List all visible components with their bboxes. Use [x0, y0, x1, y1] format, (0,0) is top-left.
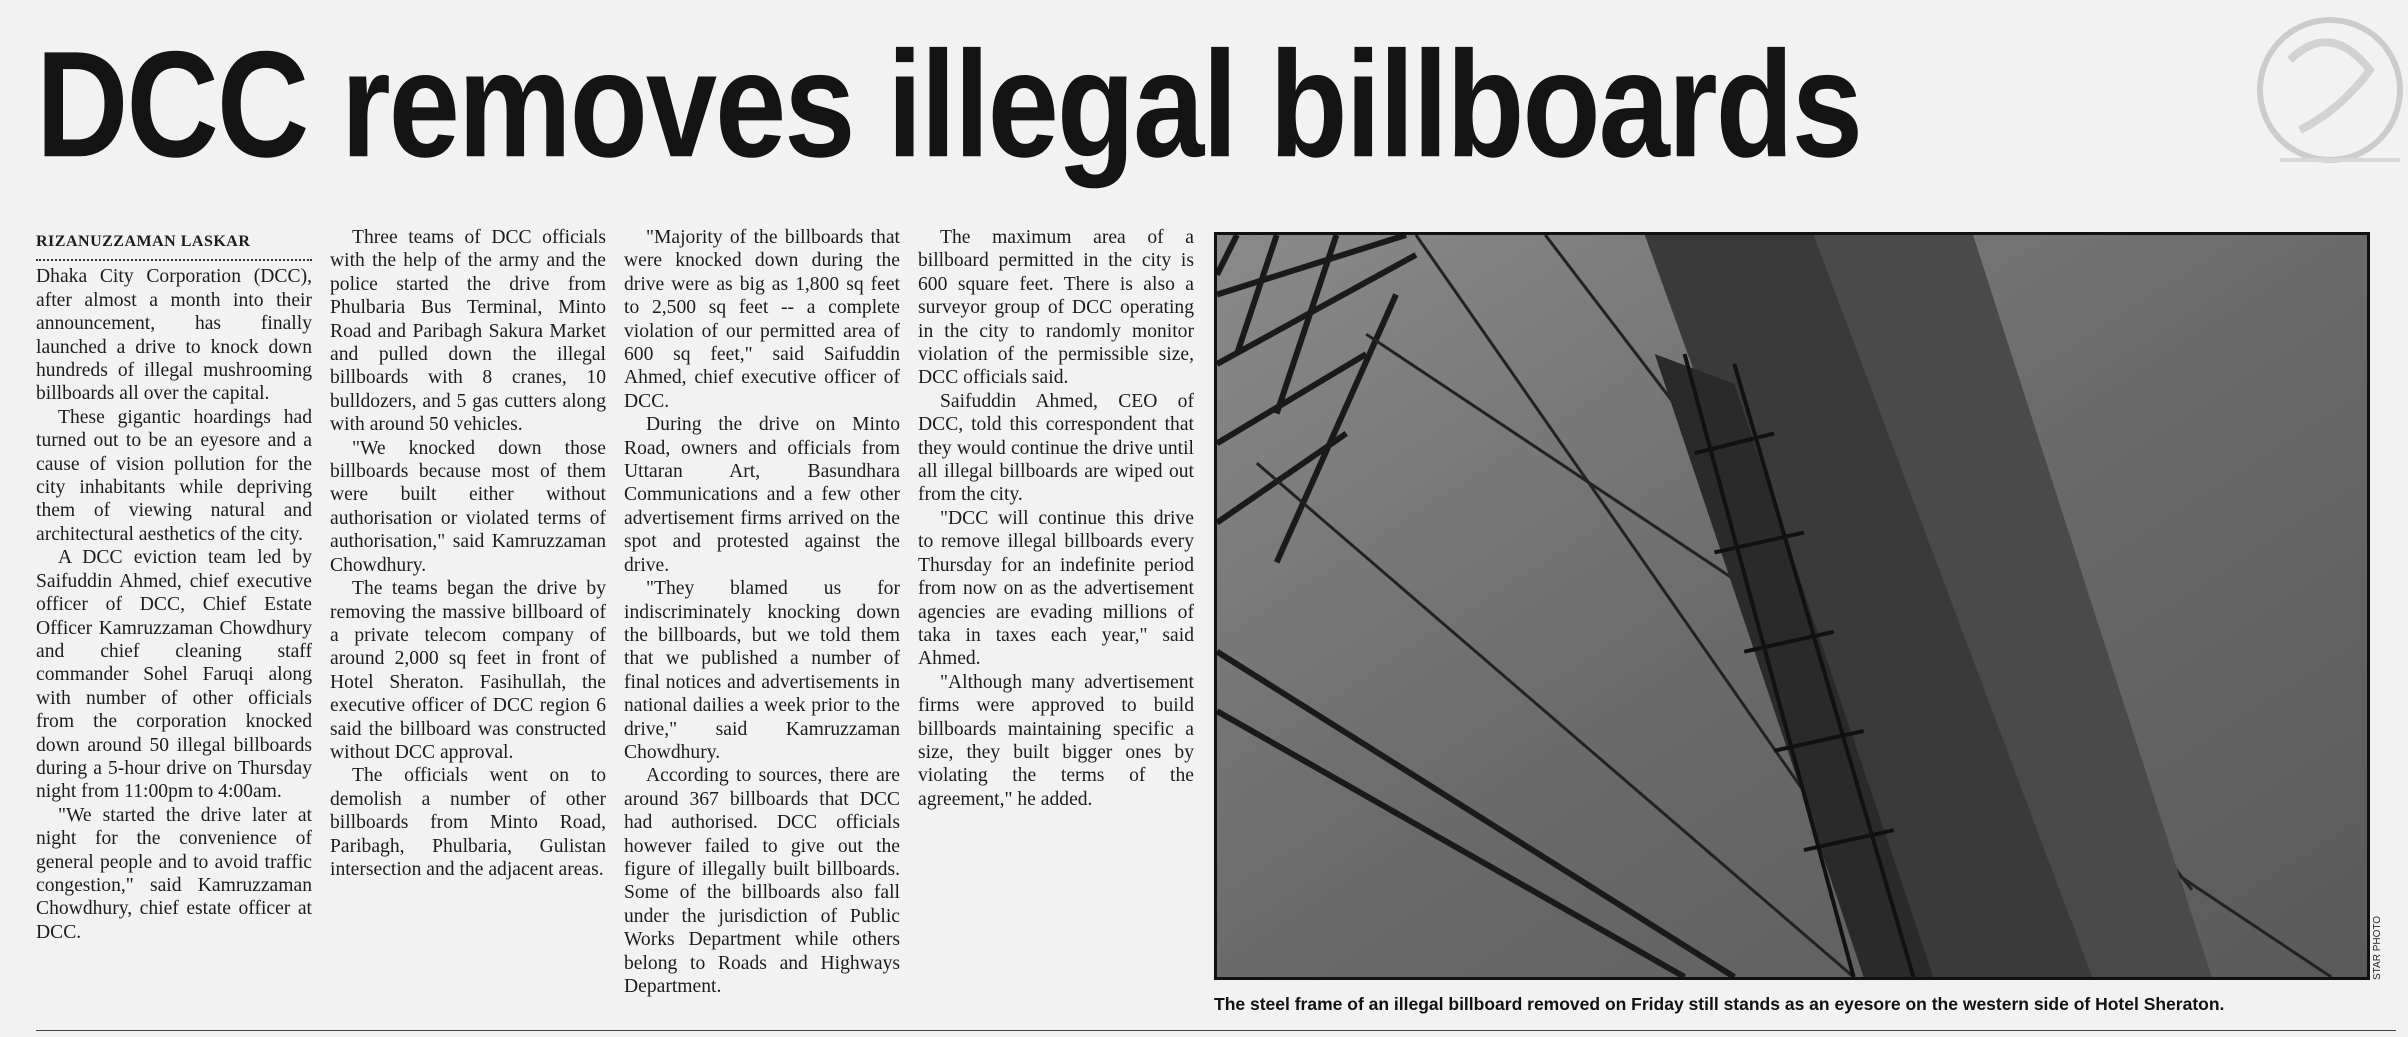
bottom-divider: [36, 1030, 2396, 1031]
paragraph: The maximum area of a billboard permitted in the city is 600 square feet. There is also a surveyor group of DCC operating in the city to randomly monitor violation of the permissible size, DCC officials said.: [918, 227, 1194, 389]
billboard-frame-photo: [1217, 235, 2367, 977]
photo-credit: STAR PHOTO: [2372, 915, 2383, 980]
paragraph: The teams began the drive by removing the massive billboard of a private telecom company of around 2,000 sq feet in front of Hotel Sheraton. Fasihullah, the executive officer of DCC region 6 said the billboard was constructed without DCC approval.: [330, 578, 606, 763]
article-column-1: [36, 226, 312, 1016]
byline: RIZANUZZAMAN LASKAR: [36, 233, 251, 250]
article-column-2: [330, 226, 606, 1016]
paragraph: "We knocked down those billboards because most of them were built either without authorisation or violated terms of authorisation," said Kamruzzaman Chowdhury.: [330, 437, 606, 576]
newspaper-logo-watermark: [2220, 0, 2408, 230]
paragraph: Saifuddin Ahmed, CEO of DCC, told this correspondent that they would continue the drive until all illegal billboards are wiped out from the city.: [918, 390, 1194, 506]
article-column-4: [918, 226, 1194, 1016]
paragraph: "We started the drive later at night for the convenience of general people and to avoid traffic congestion," said Kamruzzaman Chowdhury, chief estate officer at DCC.: [36, 804, 312, 943]
paragraph: A DCC eviction team led by Saifuddin Ahmed, chief executive officer of DCC, Chief Estate Officer Kamruzzaman Chowdhury and chief cleaning staff commander Sohel Faruqi along with number of other officials from the corporation knocked down around 50 illegal billboards during a 5-hour drive on Thursday night from 11:00pm to 4:00am.: [36, 547, 312, 803]
paragraph: "DCC will continue this drive to remove illegal billboards every Thursday for an indefinite period from now on as the advertisement agencies are evading millions of taka in taxes each year," said Ahmed.: [918, 507, 1194, 670]
paragraph: "They blamed us for indiscriminately knocking down the billboards, but we told them that we published a number of final notices and advertisements in national dailies a week prior to the drive," said Kamruzzaman Chowdhury.: [624, 578, 900, 763]
photo-caption: The steel frame of an illegal billboard removed on Friday still stands as an eyesore on the western side of Hotel Sheraton.: [1214, 994, 2225, 1014]
news-photo: [1214, 232, 2370, 980]
headline: DCC removes illegal billboards: [36, 20, 1861, 190]
byline-divider: [36, 259, 312, 261]
paragraph: The officials went on to demolish a number of other billboards from Minto Road, Paribagh, Phulbaria, Gulistan intersection and the adjacent areas.: [330, 765, 606, 880]
paragraph: "Although many advertisement firms were approved to build billboards maintaining specific a size, they built bigger ones by violating the terms of the agreement," he added.: [918, 671, 1194, 810]
paragraph: These gigantic hoardings had turned out to be an eyesore and a cause of vision pollution for the city inhabitants while depriving them of viewing natural and architectural aesthetics of the city.: [36, 406, 312, 545]
paragraph: According to sources, there are around 367 billboards that DCC had authorised. DCC officials however failed to give out the figure of illegally built billboards. Some of the billboards also fall under the jurisdiction of Public Works Department while others belong to Roads and Highways Department.: [624, 765, 900, 997]
article-column-3: [624, 226, 900, 1016]
paragraph: Three teams of DCC officials with the help of the army and the police started the drive from Phulbaria Bus Terminal, Minto Road and Paribagh Sakura Market and pulled down the illegal billboards with 8 cranes, 10 bulldozers, and 5 gas cutters along with around 50 vehicles.: [330, 227, 606, 436]
paragraph: Dhaka City Corporation (DCC), after almost a month into their announcement, has finally launched a drive to knock down hundreds of illegal mushrooming billboards all over the capital.: [36, 266, 312, 405]
paragraph: "Majority of the billboards that were knocked down during the drive were as big as 1,800 sq feet to 2,500 sq feet -- a complete violation of our permitted area of 600 sq feet," said Saifuddin Ahmed, chief executive officer of DCC.: [624, 227, 900, 412]
paragraph: During the drive on Minto Road, owners and officials from Uttaran Art, Basundhara Communications and a few other advertisement firms arrived on the spot and protested against the drive.: [624, 414, 900, 576]
